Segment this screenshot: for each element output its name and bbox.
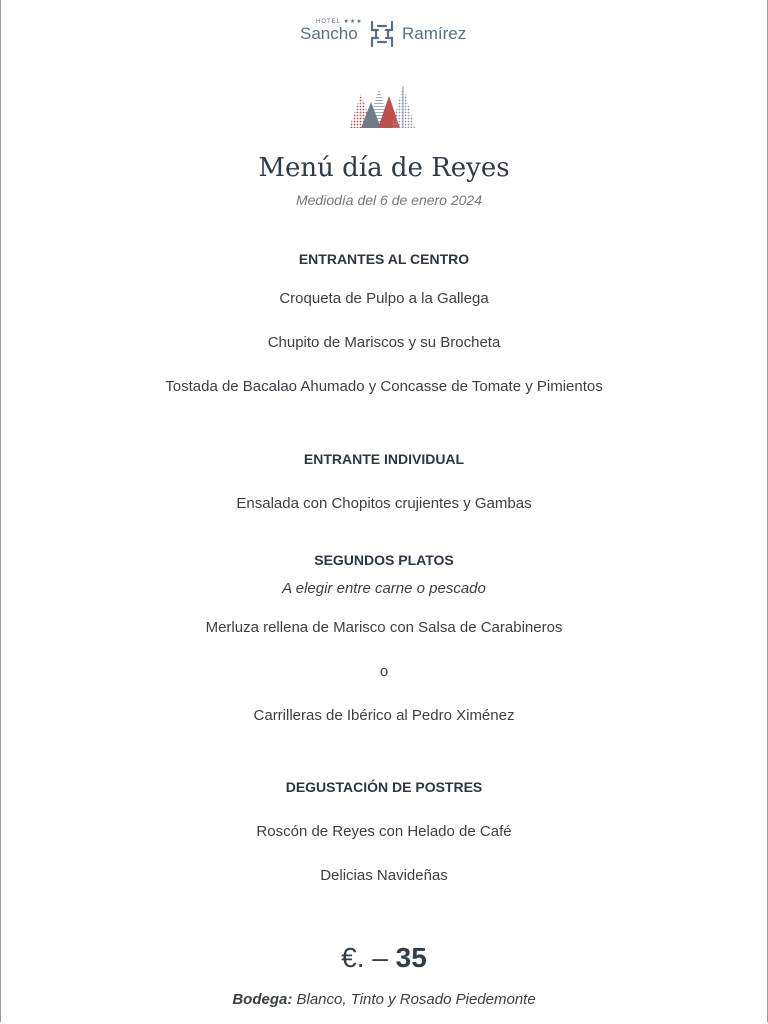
section-heading-segundos-platos: SEGUNDOS PLATOS (314, 552, 454, 568)
logo-name-right: Ramírez (402, 24, 467, 43)
section-note: A elegir entre carne o pescado (282, 580, 486, 597)
menu-item: Carrilleras de Ibérico al Pedro Ximénez (253, 707, 515, 724)
logo-name-left: Sancho (300, 24, 358, 43)
menu-item: Tostada de Bacalao Ahumado y Concasse de Tomate y Pimientos (165, 378, 603, 395)
price-value: 35 (395, 942, 427, 973)
menu-item: Ensalada con Chopitos crujientes y Gambas (236, 495, 532, 512)
bodega-label: Bodega: (232, 991, 293, 1008)
menu-item: Roscón de Reyes con Helado de Café (256, 823, 512, 840)
christmas-trees-icon (347, 84, 419, 130)
menu-item: Chupito de Mariscos y su Brocheta (267, 334, 501, 351)
menu-title: Menú día de Reyes (258, 153, 510, 183)
menu-item: Croqueta de Pulpo a la Gallega (279, 290, 489, 307)
price-prefix: €. – (341, 942, 396, 973)
section-heading-entrantes-centro: ENTRANTES AL CENTRO (298, 251, 470, 267)
bodega-line (0, 991, 768, 1008)
logo-hotel-label: HOTEL ★★★ (316, 19, 363, 25)
price (0, 942, 768, 974)
menu-item: Merluza rellena de Marisco con Salsa de Carabineros (205, 619, 563, 636)
menu-subtitle: Mediodía del 6 de enero 2024 (295, 192, 483, 208)
section-heading-postres: DEGUSTACIÓN DE POSTRES (285, 779, 483, 795)
bodega-text: Blanco, Tinto y Rosado Piedemonte (292, 991, 536, 1008)
menu-item-separator: o (379, 663, 389, 680)
section-heading-entrante-individual: ENTRANTE INDIVIDUAL (303, 451, 465, 467)
logo-knot-icon (366, 18, 398, 50)
menu-item: Delicias Navideñas (320, 867, 448, 884)
